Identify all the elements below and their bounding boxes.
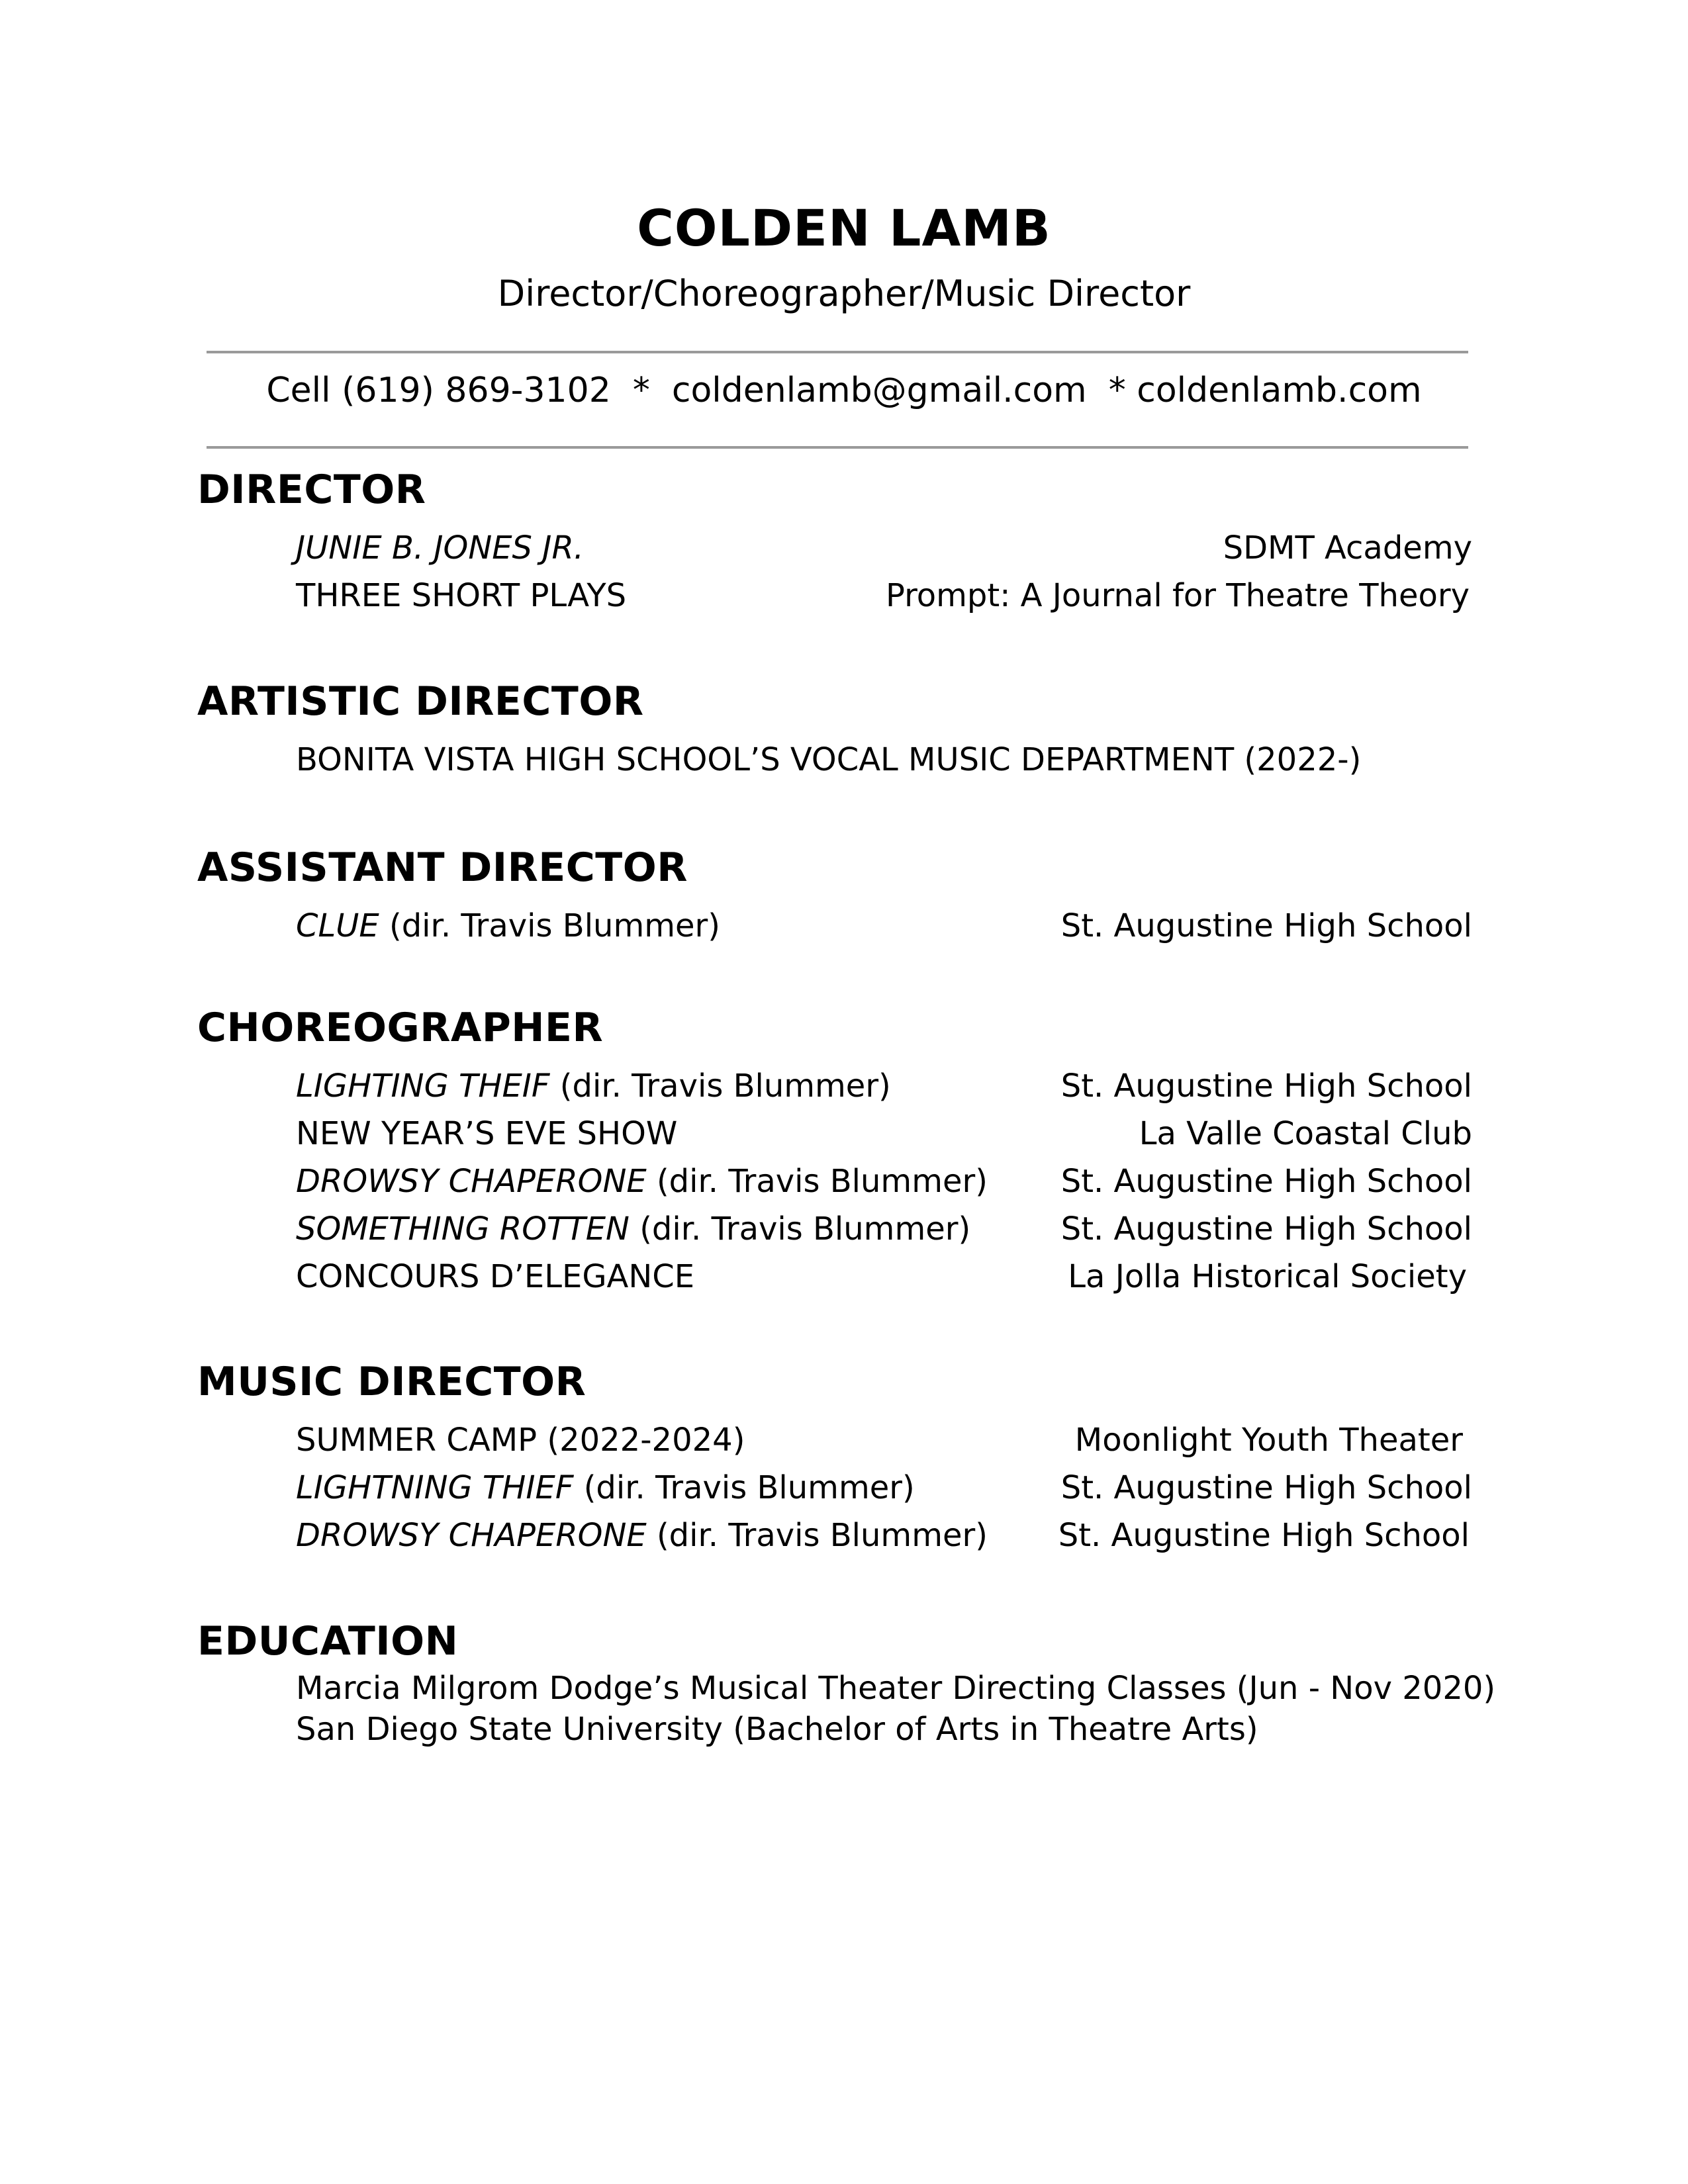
list-item [197, 902, 1472, 950]
divider-bottom [207, 446, 1468, 449]
venue: St. Augustine High School [1060, 1068, 1472, 1105]
position-title: BONITA VISTA HIGH SCHOOL’S VOCAL MUSIC DEPARTMENT (2022-) [296, 741, 1362, 778]
venue: La Jolla Historical Society [1068, 1258, 1467, 1295]
section-heading: CHOREOGRAPHER [197, 1005, 604, 1051]
venue: St. Augustine High School [1060, 1163, 1472, 1200]
list-item [197, 1668, 1496, 1709]
production-title: JUNIE B. JONES JR. [296, 529, 585, 567]
section-heading: ASSISTANT DIRECTOR [197, 844, 688, 891]
section-education [197, 1615, 1496, 1750]
list-item [197, 1464, 1472, 1512]
education-entry: San Diego State University (Bachelor of Arts in Theatre Arts) [296, 1711, 1258, 1748]
production-title: LIGHTING THEIF [296, 1068, 550, 1105]
production-title: SUMMER CAMP (2022-2024) [296, 1422, 745, 1459]
section-heading: EDUCATION [197, 1618, 459, 1664]
list-item [197, 1709, 1472, 1750]
venue: St. Augustine High School [1060, 1469, 1472, 1506]
section-heading: MUSIC DIRECTOR [197, 1359, 586, 1405]
list-item [197, 572, 1472, 619]
venue: St. Augustine High School [1060, 907, 1472, 944]
section-assistant-director [197, 841, 1472, 950]
venue: Prompt: A Journal for Theatre Theory [886, 577, 1470, 614]
venue: La Valle Coastal Club [1139, 1115, 1472, 1152]
production-title: THREE SHORT PLAYS [296, 577, 627, 614]
list-item [197, 1512, 1472, 1559]
divider-top [207, 351, 1468, 353]
director-note: (dir. Travis Blummer) [573, 1469, 915, 1506]
section-artistic-director [197, 675, 1472, 784]
list-item [197, 1062, 1472, 1110]
contact-line: Cell (619) 869-3102 * coldenlamb@gmail.com * coldenlamb.com [266, 371, 1422, 410]
section-director [197, 463, 1472, 619]
education-entry: Marcia Milgrom Dodge’s Musical Theater Directing Classes (Jun - Nov 2020) [296, 1670, 1496, 1707]
director-note: (dir. Travis Blummer) [549, 1068, 891, 1105]
production-title: NEW YEAR’S EVE SHOW [296, 1115, 678, 1152]
list-item [197, 736, 1472, 784]
resume-name: COLDEN LAMB [637, 199, 1051, 257]
list-item [197, 1205, 1472, 1253]
list-item [197, 1253, 1472, 1300]
section-heading: DIRECTOR [197, 467, 426, 513]
production-title: DROWSY CHAPERONE [296, 1163, 647, 1200]
venue: St. Augustine High School [1058, 1517, 1470, 1554]
section-heading: ARTISTIC DIRECTOR [197, 678, 644, 725]
resume-subtitle: Director/Choreographer/Music Director [497, 273, 1191, 314]
venue: St. Augustine High School [1060, 1210, 1472, 1248]
director-note: (dir. Travis Blummer) [646, 1517, 988, 1554]
section-choreographer [197, 1001, 1472, 1300]
production-title: CLUE [296, 907, 379, 944]
list-item [197, 1416, 1472, 1464]
director-note: (dir. Travis Blummer) [379, 907, 720, 944]
production-title: DROWSY CHAPERONE [296, 1517, 647, 1554]
director-note: (dir. Travis Blummer) [629, 1210, 971, 1248]
list-item [197, 524, 1472, 572]
production-title: LIGHTNING THIEF [296, 1469, 574, 1506]
director-note: (dir. Travis Blummer) [646, 1163, 988, 1200]
venue: SDMT Academy [1223, 529, 1472, 567]
section-music-director [197, 1355, 1472, 1559]
venue: Moonlight Youth Theater [1074, 1422, 1463, 1459]
production-title: CONCOURS D’ELEGANCE [296, 1258, 695, 1295]
production-title: SOMETHING ROTTEN [296, 1210, 630, 1248]
list-item [197, 1158, 1472, 1205]
list-item [197, 1110, 1472, 1158]
